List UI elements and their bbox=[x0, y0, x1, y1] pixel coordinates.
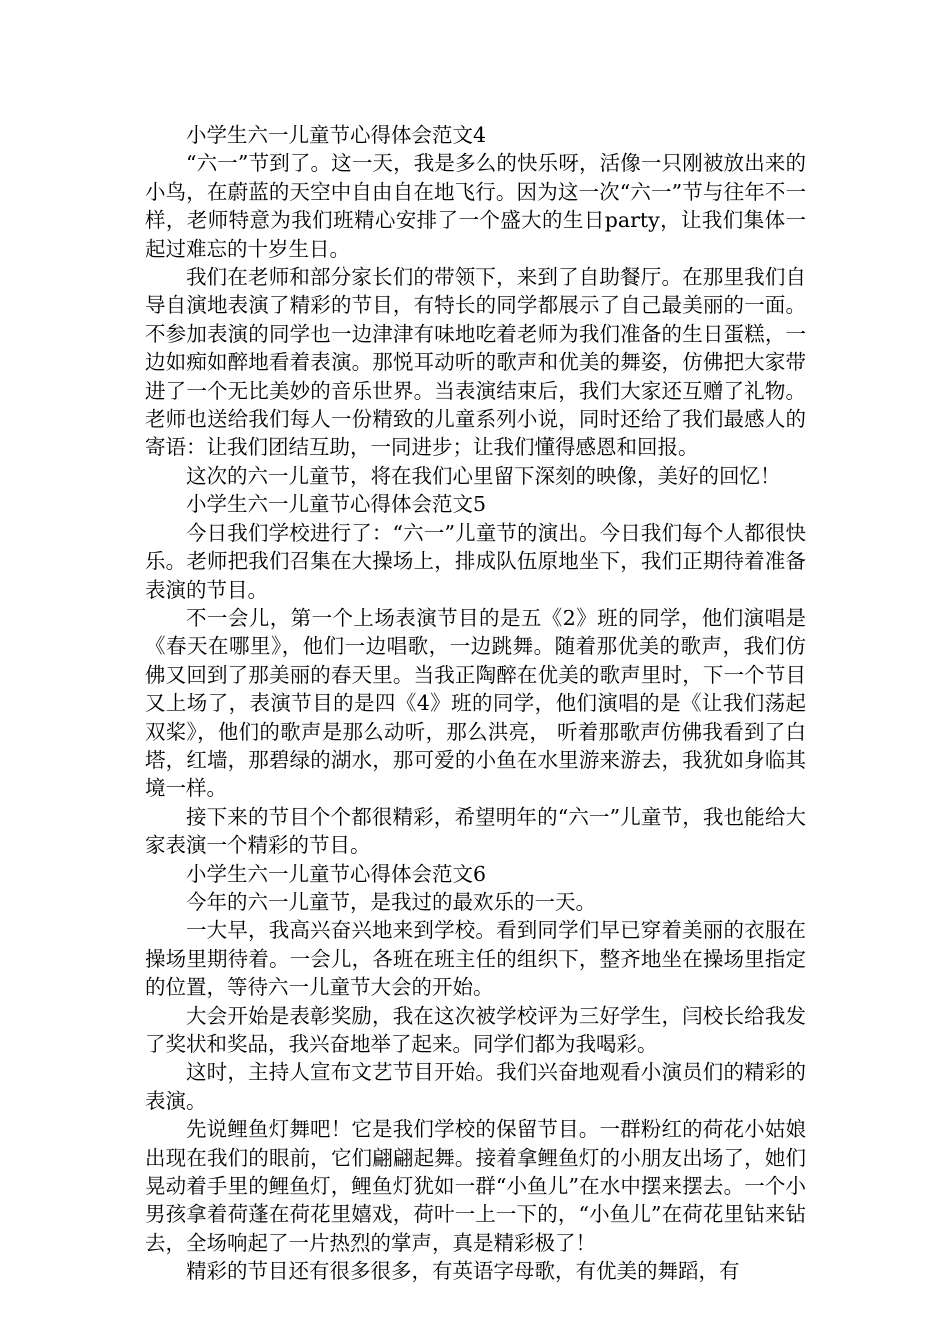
paragraph: 今年的六一儿童节，是我过的最欢乐的一天。 bbox=[186, 889, 596, 914]
paragraph: 一大早，我高兴奋兴地来到学校。看到同学们早已穿着美丽的衣服在操场里期待着。一会儿，各班在班主任的组织下，整齐地坐在操场里指定的位置，等待六一儿童节大会的开始。 bbox=[145, 918, 806, 1000]
paragraph: 接下来的节目个个都很精彩，希望明年的“六一”儿童节，我也能给大家表演一个精彩的节目。 bbox=[145, 804, 806, 858]
paragraph: 不一会儿，第一个上场表演节目的是五《2》班的同学，他们演唱是《春天在哪里》，他们一边唱歌，一边跳舞。随着那优美的歌声，我们仿佛又回到了那美丽的春天里。当我正陶醉在优美的歌声里时，下一个节目又上场了，表演节目的是四《4》班的同学，他们演唱的是《让我们荡起双桨》，他们的歌声是那么动听，那么洪亮， 听着那歌声仿佛我看到了白塔，红墙，那碧绿的湖水，那可爱的小鱼在水里游来游去，我犹如身临其境一样。 bbox=[145, 605, 806, 801]
paragraph: 我们在老师和部分家长们的带领下，来到了自助餐厅。在那里我们自导自演地表演了精彩的节目，有特长的同学都展示了自己最美丽的一面。不参加表演的同学也一边津津有味地吃着老师为我们准备的生日蛋糕，一边如痴如醉地看着表演。那悦耳动听的歌声和优美的舞姿，仿佛把大家带进了一个无比美妙的音乐世界。当表演结束后，我们大家还互赠了礼物。老师也送给我们每人一份精致的儿童系列小说，同时还给了我们最感人的寄语：让我们团结互助，一同进步；让我们懂得感恩和回报。 bbox=[145, 265, 806, 460]
section-heading-6: 小学生六一儿童节心得体会范文6 bbox=[186, 861, 487, 886]
document-body bbox=[145, 121, 806, 1286]
paragraph: 大会开始是表彰奖励，我在这次被学校评为三好学生，闫校长给我发了奖状和奖品，我兴奋地举了起来。同学们都为我喝彩。 bbox=[145, 1003, 806, 1056]
section-heading-5: 小学生六一儿童节心得体会范文5 bbox=[186, 492, 487, 517]
paragraph: 精彩的节目还有很多很多，有英语字母歌，有优美的舞蹈，有 bbox=[186, 1259, 740, 1284]
paragraph: 这时，主持人宣布文艺节目开始。我们兴奋地观看小演员们的精彩的表演。 bbox=[145, 1060, 806, 1113]
paragraph: 今日我们学校进行了：“六一”儿童节的演出。今日我们每个人都很快乐。老师把我们召集在大操场上，排成队伍原地坐下，我们正期待着准备表演的节目。 bbox=[145, 520, 806, 602]
paragraph: 这次的六一儿童节，将在我们心里留下深刻的映像，美好的回忆！ bbox=[186, 463, 781, 488]
paragraph: 先说鲤鱼灯舞吧！它是我们学校的保留节目。一群粉红的荷花小姑娘出现在我们的眼前，它们翩翩起舞。接着拿鲤鱼灯的小朋友出场了，她们晃动着手里的鲤鱼灯，鲤鱼灯犹如一群“小鱼儿”在水中摆来摆去。一个小男孩拿着荷蓬在荷花里嬉戏，荷叶一上一下的，“小鱼儿”在荷花里钻来钻去，全场响起了一片热烈的掌声，真是精彩极了！ bbox=[145, 1117, 806, 1255]
section-heading-4: 小学生六一儿童节心得体会范文4 bbox=[186, 123, 487, 147]
paragraph: “六一”节到了。这一天，我是多么的快乐呀，活像一只刚被放出来的小鸟，在蔚蓝的天空中自由自在地飞行。因为这一次“六一”节与往年不一样，老师特意为我们班精心安排了一个盛大的生日party，让我们集体一起过难忘的十岁生日。 bbox=[145, 151, 806, 261]
